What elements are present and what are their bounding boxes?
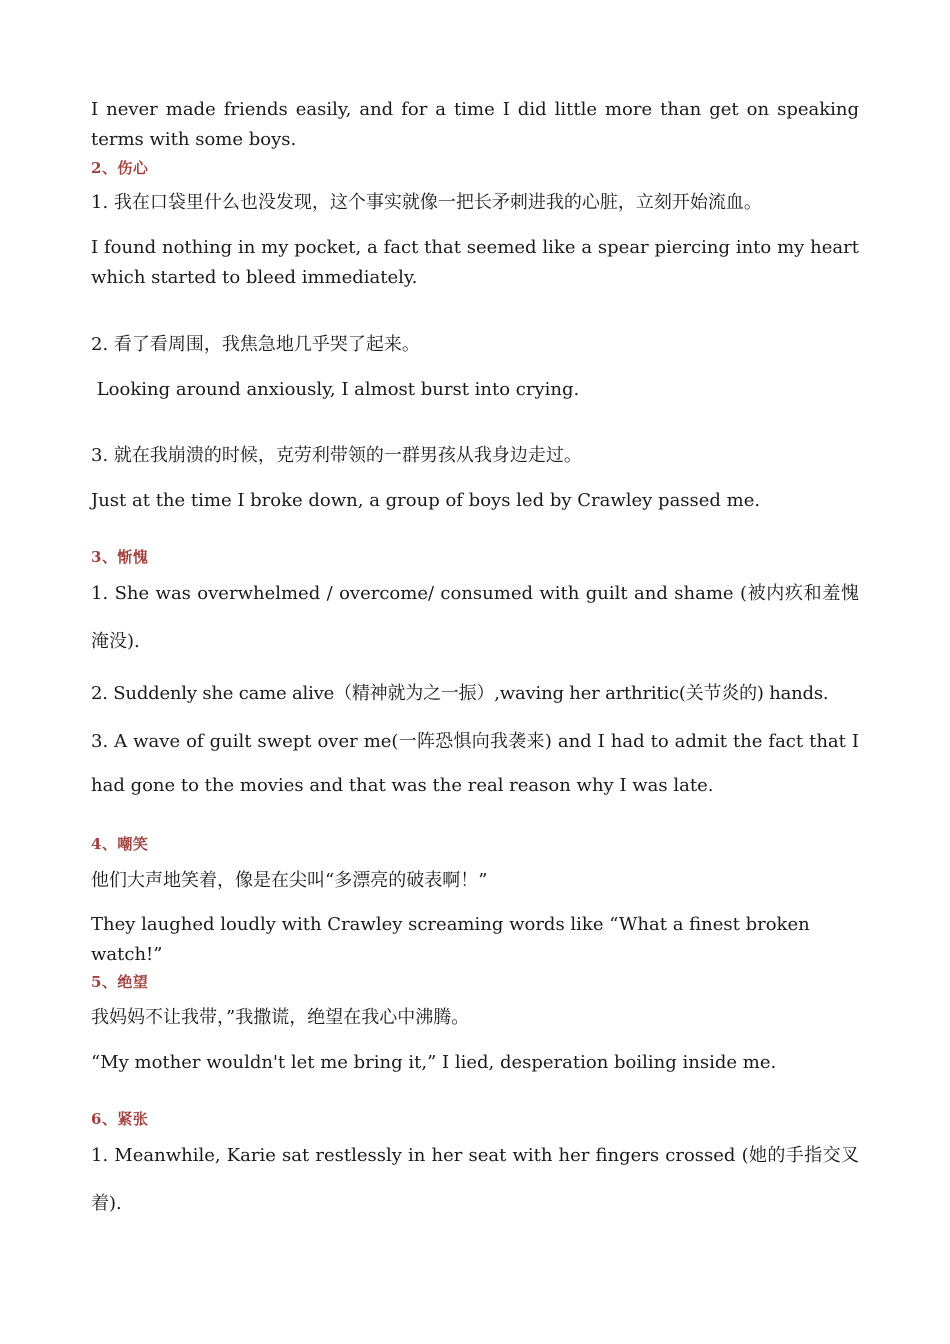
nervous-sentence-1: 1. Meanwhile, Karie sat restlessly in her seat with her fingers crossed (她的手指交叉着). <box>91 1145 859 1214</box>
document-page <box>91 0 859 1344</box>
sad-sentence-2-zh: 2. 看了看周围，我焦急地几乎哭了起来。 <box>91 334 420 355</box>
section-heading-nervous: 6、紧张 <box>91 1110 149 1128</box>
ashamed-sentence-1: 1. She was overwhelmed / overcome/ consumed with guilt and shame (被内疚和羞愧淹没). <box>91 583 859 652</box>
sad-sentence-2-en: Looking around anxiously, I almost burst into crying. <box>91 379 580 400</box>
sad-sentence-1-en: I found nothing in my pocket, a fact that seemed like a spear piercing into my heart which started to bleed immediately. <box>91 237 859 288</box>
section-heading-mock: 4、嘲笑 <box>91 835 149 853</box>
intro-paragraph: I never made friends easily, and for a time I did little more than get on speaking terms with some boys. <box>91 99 859 150</box>
sad-sentence-3-zh: 3. 就在我崩溃的时候，克劳利带领的一群男孩从我身边走过。 <box>91 445 582 466</box>
section-heading-ashamed: 3、惭愧 <box>91 548 149 566</box>
sad-sentence-1-zh: 1. 我在口袋里什么也没发现，这个事实就像一把长矛刺进我的心脏，立刻开始流血。 <box>91 192 762 213</box>
despair-sentence-en: “My mother wouldn't let me bring it,” I lied, desperation boiling inside me. <box>91 1052 777 1073</box>
ashamed-sentence-3: 3. A wave of guilt swept over me(一阵恐惧向我袭来) and I had to admit the fact that I had gone to the movies and that was the real reason why I was late. <box>91 731 859 796</box>
mock-sentence-zh: 他们大声地笑着，像是在尖叫“多漂亮的破表啊！” <box>91 870 488 891</box>
ashamed-sentence-2: 2. Suddenly she came alive（精神就为之一振）,waving her arthritic(关节炎的) hands. <box>91 683 829 704</box>
section-heading-sad: 2、伤心 <box>91 159 149 177</box>
sad-sentence-3-en: Just at the time I broke down, a group of boys led by Crawley passed me. <box>91 490 761 511</box>
section-heading-despair: 5、绝望 <box>91 973 149 991</box>
despair-sentence-zh: 我妈妈不让我带，”我撒谎，绝望在我心中沸腾。 <box>91 1007 470 1028</box>
mock-sentence-en: They laughed loudly with Crawley screaming words like “What a finest broken watch!” <box>91 914 810 965</box>
